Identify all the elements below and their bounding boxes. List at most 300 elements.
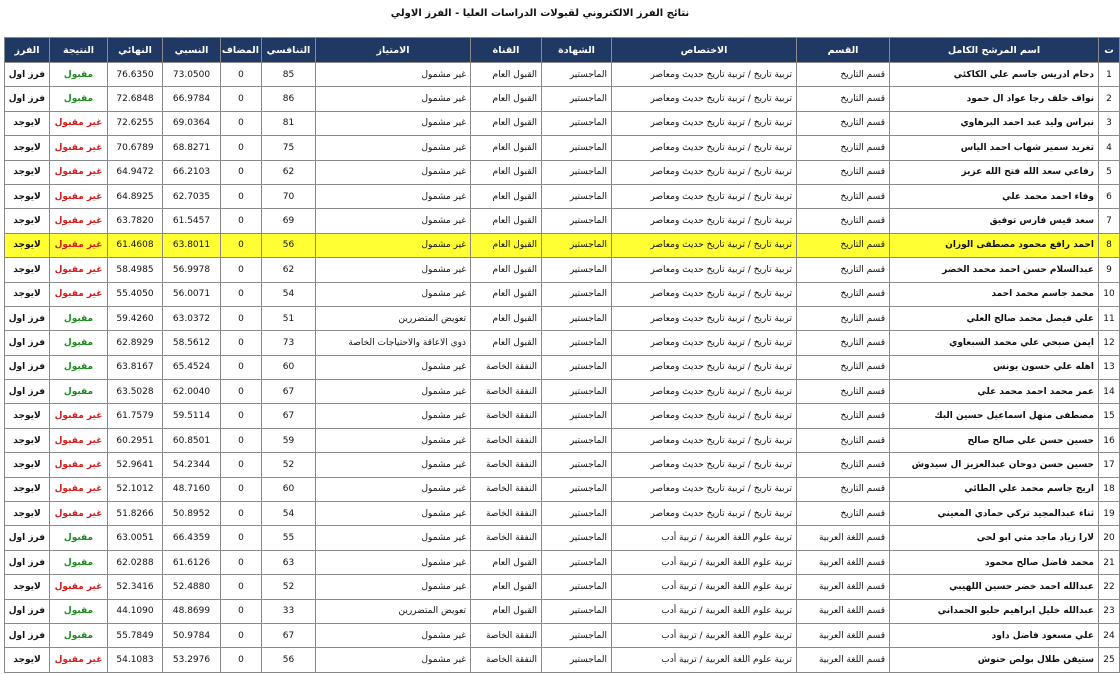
- cell-comp: 60: [262, 355, 316, 379]
- cell-priv: غير مشمول: [316, 453, 471, 477]
- cell-final: 59.4260: [108, 306, 163, 330]
- cell-cert: الماجستير: [542, 282, 612, 306]
- cell-dept: قسم التاريخ: [797, 111, 890, 135]
- cell-final: 64.8925: [108, 184, 163, 208]
- cell-final: 52.9641: [108, 453, 163, 477]
- cell-added: 0: [221, 87, 262, 111]
- table-row: [5, 355, 1120, 379]
- table-row: [5, 63, 1120, 87]
- cell-chan: القبول العام: [471, 575, 542, 599]
- cell-dept: قسم اللغة العربية: [797, 550, 890, 574]
- cell-num: 24: [1099, 623, 1120, 647]
- cell-group: لايوجد: [5, 160, 50, 184]
- cell-cert: الماجستير: [542, 209, 612, 233]
- cell-dept: قسم التاريخ: [797, 160, 890, 184]
- cell-name: حسين حسن دوحان عبدالعزيز ال سيدوش: [890, 453, 1099, 477]
- header-priv: الامتياز: [316, 38, 471, 63]
- cell-num: 7: [1099, 209, 1120, 233]
- cell-cert: الماجستير: [542, 63, 612, 87]
- cell-comp: 51: [262, 306, 316, 330]
- cell-chan: النفقة الخاصة: [471, 648, 542, 672]
- cell-spec: تربية تاريخ / تربية تاريخ حديث ومعاصر: [612, 258, 797, 282]
- cell-added: 0: [221, 526, 262, 550]
- cell-dept: قسم التاريخ: [797, 306, 890, 330]
- table-row: [5, 648, 1120, 672]
- cell-dept: قسم التاريخ: [797, 355, 890, 379]
- cell-result: غير مقبول: [50, 209, 108, 233]
- cell-result: مقبول: [50, 623, 108, 647]
- header-num: ت: [1099, 38, 1120, 63]
- header-ratio: النسبي: [163, 38, 221, 63]
- cell-name: لارا زياد ماجد متي ابو لحي: [890, 526, 1099, 550]
- cell-comp: 67: [262, 404, 316, 428]
- cell-result: مقبول: [50, 87, 108, 111]
- header-cert: الشهادة: [542, 38, 612, 63]
- cell-added: 0: [221, 599, 262, 623]
- cell-cert: الماجستير: [542, 306, 612, 330]
- cell-name: عبدالسلام حسن احمد محمد الخضر: [890, 258, 1099, 282]
- cell-num: 14: [1099, 380, 1120, 404]
- cell-dept: قسم التاريخ: [797, 184, 890, 208]
- cell-final: 76.6350: [108, 63, 163, 87]
- cell-spec: تربية علوم اللغة العربية / تربية أدب: [612, 575, 797, 599]
- cell-priv: غير مشمول: [316, 184, 471, 208]
- cell-comp: 59: [262, 428, 316, 452]
- table-row: [5, 184, 1120, 208]
- cell-chan: النفقة الخاصة: [471, 623, 542, 647]
- cell-comp: 52: [262, 453, 316, 477]
- table-row: [5, 477, 1120, 501]
- cell-spec: تربية علوم اللغة العربية / تربية أدب: [612, 623, 797, 647]
- cell-priv: غير مشمول: [316, 623, 471, 647]
- cell-cert: الماجستير: [542, 477, 612, 501]
- cell-dept: قسم التاريخ: [797, 477, 890, 501]
- cell-dept: قسم التاريخ: [797, 428, 890, 452]
- cell-priv: غير مشمول: [316, 209, 471, 233]
- cell-chan: القبول العام: [471, 233, 542, 257]
- cell-ratio: 68.8271: [163, 136, 221, 160]
- cell-result: مقبول: [50, 550, 108, 574]
- table-row: [5, 282, 1120, 306]
- cell-ratio: 61.6126: [163, 550, 221, 574]
- cell-final: 61.7579: [108, 404, 163, 428]
- cell-num: 23: [1099, 599, 1120, 623]
- cell-name: احمد رافع محمود مصطفى الوزان: [890, 233, 1099, 257]
- cell-chan: النفقة الخاصة: [471, 502, 542, 526]
- cell-group: لايوجد: [5, 477, 50, 501]
- cell-spec: تربية تاريخ / تربية تاريخ حديث ومعاصر: [612, 355, 797, 379]
- cell-group: لايوجد: [5, 184, 50, 208]
- cell-ratio: 65.4524: [163, 355, 221, 379]
- cell-dept: قسم التاريخ: [797, 87, 890, 111]
- cell-group: لايوجد: [5, 428, 50, 452]
- cell-chan: النفقة الخاصة: [471, 453, 542, 477]
- cell-group: لايوجد: [5, 258, 50, 282]
- cell-priv: غير مشمول: [316, 233, 471, 257]
- cell-chan: النفقة الخاصة: [471, 380, 542, 404]
- cell-priv: ذوي الاعاقة والاحتياجات الخاصة: [316, 331, 471, 355]
- cell-added: 0: [221, 648, 262, 672]
- cell-result: مقبول: [50, 306, 108, 330]
- cell-final: 55.7849: [108, 623, 163, 647]
- cell-comp: 63: [262, 550, 316, 574]
- cell-spec: تربية علوم اللغة العربية / تربية أدب: [612, 526, 797, 550]
- cell-comp: 75: [262, 136, 316, 160]
- cell-result: غير مقبول: [50, 233, 108, 257]
- cell-name: محمد فاضل صالح محمود: [890, 550, 1099, 574]
- header-chan: القناة: [471, 38, 542, 63]
- cell-added: 0: [221, 258, 262, 282]
- cell-num: 11: [1099, 306, 1120, 330]
- cell-name: نواف خلف رجا عواد ال حمود: [890, 87, 1099, 111]
- cell-added: 0: [221, 63, 262, 87]
- table-row: [5, 258, 1120, 282]
- cell-dept: قسم اللغة العربية: [797, 599, 890, 623]
- table-row: [5, 526, 1120, 550]
- cell-final: 44.1090: [108, 599, 163, 623]
- cell-cert: الماجستير: [542, 87, 612, 111]
- cell-result: غير مقبول: [50, 648, 108, 672]
- cell-result: غير مقبول: [50, 575, 108, 599]
- cell-chan: القبول العام: [471, 306, 542, 330]
- cell-num: 13: [1099, 355, 1120, 379]
- cell-comp: 62: [262, 258, 316, 282]
- cell-name: تغريد سمير شهاب احمد الياس: [890, 136, 1099, 160]
- cell-comp: 67: [262, 623, 316, 647]
- cell-num: 12: [1099, 331, 1120, 355]
- table-header: [5, 38, 1120, 63]
- cell-result: مقبول: [50, 63, 108, 87]
- cell-cert: الماجستير: [542, 575, 612, 599]
- cell-num: 15: [1099, 404, 1120, 428]
- cell-cert: الماجستير: [542, 111, 612, 135]
- cell-dept: قسم التاريخ: [797, 453, 890, 477]
- cell-dept: قسم التاريخ: [797, 282, 890, 306]
- header-spec: الاختصاص: [612, 38, 797, 63]
- cell-spec: تربية تاريخ / تربية تاريخ حديث ومعاصر: [612, 453, 797, 477]
- cell-cert: الماجستير: [542, 355, 612, 379]
- cell-chan: القبول العام: [471, 550, 542, 574]
- table-row: [5, 87, 1120, 111]
- cell-name: علي فيصل محمد صالح العلي: [890, 306, 1099, 330]
- cell-ratio: 61.5457: [163, 209, 221, 233]
- cell-num: 20: [1099, 526, 1120, 550]
- cell-name: عبدالله احمد خضر حسين اللهيبي: [890, 575, 1099, 599]
- cell-ratio: 59.5114: [163, 404, 221, 428]
- cell-priv: غير مشمول: [316, 550, 471, 574]
- cell-num: 5: [1099, 160, 1120, 184]
- table-row: [5, 428, 1120, 452]
- cell-chan: النفقة الخاصة: [471, 404, 542, 428]
- cell-chan: القبول العام: [471, 87, 542, 111]
- cell-group: فرز اول: [5, 87, 50, 111]
- cell-added: 0: [221, 623, 262, 647]
- cell-chan: القبول العام: [471, 160, 542, 184]
- cell-result: غير مقبول: [50, 453, 108, 477]
- cell-cert: الماجستير: [542, 453, 612, 477]
- cell-final: 72.6255: [108, 111, 163, 135]
- cell-cert: الماجستير: [542, 599, 612, 623]
- header-dept: القسم: [797, 38, 890, 63]
- cell-cert: الماجستير: [542, 502, 612, 526]
- cell-num: 19: [1099, 502, 1120, 526]
- cell-ratio: 53.2976: [163, 648, 221, 672]
- cell-spec: تربية تاريخ / تربية تاريخ حديث ومعاصر: [612, 184, 797, 208]
- cell-chan: النفقة الخاصة: [471, 526, 542, 550]
- cell-result: مقبول: [50, 355, 108, 379]
- cell-group: لايوجد: [5, 209, 50, 233]
- cell-priv: غير مشمول: [316, 526, 471, 550]
- cell-dept: قسم التاريخ: [797, 136, 890, 160]
- cell-num: 6: [1099, 184, 1120, 208]
- cell-final: 63.0051: [108, 526, 163, 550]
- cell-name: محمد جاسم محمد احمد: [890, 282, 1099, 306]
- cell-spec: تربية تاريخ / تربية تاريخ حديث ومعاصر: [612, 306, 797, 330]
- cell-num: 8: [1099, 233, 1120, 257]
- table-row: [5, 331, 1120, 355]
- header-result: النتيجة: [50, 38, 108, 63]
- cell-priv: غير مشمول: [316, 428, 471, 452]
- cell-num: 25: [1099, 648, 1120, 672]
- cell-ratio: 63.8011: [163, 233, 221, 257]
- cell-group: فرز اول: [5, 331, 50, 355]
- cell-num: 1: [1099, 63, 1120, 87]
- cell-priv: غير مشمول: [316, 355, 471, 379]
- cell-spec: تربية تاريخ / تربية تاريخ حديث ومعاصر: [612, 63, 797, 87]
- cell-group: لايوجد: [5, 575, 50, 599]
- cell-final: 60.2951: [108, 428, 163, 452]
- cell-result: مقبول: [50, 331, 108, 355]
- cell-group: فرز اول: [5, 306, 50, 330]
- cell-comp: 52: [262, 575, 316, 599]
- table-row: [5, 380, 1120, 404]
- cell-priv: غير مشمول: [316, 160, 471, 184]
- table-body: [5, 63, 1120, 673]
- cell-priv: غير مشمول: [316, 111, 471, 135]
- cell-comp: 85: [262, 63, 316, 87]
- cell-chan: القبول العام: [471, 63, 542, 87]
- cell-group: لايوجد: [5, 233, 50, 257]
- cell-dept: قسم اللغة العربية: [797, 526, 890, 550]
- table-row: [5, 575, 1120, 599]
- cell-spec: تربية علوم اللغة العربية / تربية أدب: [612, 599, 797, 623]
- cell-added: 0: [221, 575, 262, 599]
- cell-num: 2: [1099, 87, 1120, 111]
- cell-result: غير مقبول: [50, 502, 108, 526]
- cell-name: سعد قيس فارس توفيق: [890, 209, 1099, 233]
- cell-name: عمر محمد احمد محمد علي: [890, 380, 1099, 404]
- cell-ratio: 56.0071: [163, 282, 221, 306]
- cell-result: مقبول: [50, 526, 108, 550]
- cell-added: 0: [221, 160, 262, 184]
- cell-final: 62.0288: [108, 550, 163, 574]
- cell-ratio: 73.0500: [163, 63, 221, 87]
- cell-comp: 56: [262, 233, 316, 257]
- cell-group: فرز اول: [5, 623, 50, 647]
- cell-chan: النفقة الخاصة: [471, 428, 542, 452]
- cell-dept: قسم اللغة العربية: [797, 575, 890, 599]
- cell-result: غير مقبول: [50, 404, 108, 428]
- cell-final: 58.4985: [108, 258, 163, 282]
- table-row: [5, 502, 1120, 526]
- cell-chan: القبول العام: [471, 136, 542, 160]
- cell-ratio: 66.2103: [163, 160, 221, 184]
- cell-ratio: 56.9978: [163, 258, 221, 282]
- cell-group: فرز اول: [5, 526, 50, 550]
- cell-dept: قسم التاريخ: [797, 380, 890, 404]
- cell-cert: الماجستير: [542, 233, 612, 257]
- cell-name: اريج جاسم محمد علي الطائي: [890, 477, 1099, 501]
- cell-num: 17: [1099, 453, 1120, 477]
- cell-spec: تربية تاريخ / تربية تاريخ حديث ومعاصر: [612, 111, 797, 135]
- cell-cert: الماجستير: [542, 648, 612, 672]
- cell-dept: قسم اللغة العربية: [797, 648, 890, 672]
- cell-dept: قسم التاريخ: [797, 209, 890, 233]
- table-row: [5, 453, 1120, 477]
- cell-chan: القبول العام: [471, 184, 542, 208]
- cell-comp: 81: [262, 111, 316, 135]
- cell-spec: تربية تاريخ / تربية تاريخ حديث ومعاصر: [612, 233, 797, 257]
- cell-final: 63.5028: [108, 380, 163, 404]
- cell-comp: 86: [262, 87, 316, 111]
- cell-name: دحام ادريس جاسم علي الكاكئي: [890, 63, 1099, 87]
- cell-chan: النفقة الخاصة: [471, 477, 542, 501]
- cell-added: 0: [221, 453, 262, 477]
- cell-comp: 67: [262, 380, 316, 404]
- cell-priv: غير مشمول: [316, 136, 471, 160]
- cell-result: غير مقبول: [50, 136, 108, 160]
- cell-num: 4: [1099, 136, 1120, 160]
- cell-added: 0: [221, 331, 262, 355]
- cell-comp: 60: [262, 477, 316, 501]
- cell-name: ثناء عبدالمجيد تركي حمادي المعيني: [890, 502, 1099, 526]
- cell-name: عبدالله خليل ابراهيم حليو الحمداني: [890, 599, 1099, 623]
- cell-final: 72.6848: [108, 87, 163, 111]
- cell-cert: الماجستير: [542, 136, 612, 160]
- cell-priv: غير مشمول: [316, 502, 471, 526]
- cell-final: 52.3416: [108, 575, 163, 599]
- cell-added: 0: [221, 428, 262, 452]
- cell-ratio: 54.2344: [163, 453, 221, 477]
- header-name: اسم المرشح الكامل: [890, 38, 1099, 63]
- cell-ratio: 63.0372: [163, 306, 221, 330]
- cell-result: مقبول: [50, 599, 108, 623]
- cell-result: مقبول: [50, 380, 108, 404]
- cell-added: 0: [221, 355, 262, 379]
- cell-num: 9: [1099, 258, 1120, 282]
- cell-dept: قسم التاريخ: [797, 258, 890, 282]
- cell-result: غير مقبول: [50, 477, 108, 501]
- cell-name: اهله علي حسون يونس: [890, 355, 1099, 379]
- cell-priv: غير مشمول: [316, 648, 471, 672]
- cell-cert: الماجستير: [542, 526, 612, 550]
- cell-num: 16: [1099, 428, 1120, 452]
- cell-chan: النفقة الخاصة: [471, 355, 542, 379]
- cell-name: نبراس وليد عبد احمد البرهاوي: [890, 111, 1099, 135]
- cell-added: 0: [221, 502, 262, 526]
- cell-added: 0: [221, 209, 262, 233]
- cell-cert: الماجستير: [542, 623, 612, 647]
- cell-final: 52.1012: [108, 477, 163, 501]
- cell-name: ستيفن طلال بولص حنوش: [890, 648, 1099, 672]
- cell-group: فرز اول: [5, 380, 50, 404]
- cell-cert: الماجستير: [542, 331, 612, 355]
- cell-priv: غير مشمول: [316, 63, 471, 87]
- cell-group: لايوجد: [5, 648, 50, 672]
- cell-final: 64.9472: [108, 160, 163, 184]
- cell-comp: 62: [262, 160, 316, 184]
- cell-cert: الماجستير: [542, 428, 612, 452]
- header-comp: التنافسي: [262, 38, 316, 63]
- page-title: نتائج الفرز الالكتروني لقبولات الدراسات العليا - الفرز الاولي: [390, 8, 690, 19]
- cell-comp: 73: [262, 331, 316, 355]
- cell-spec: تربية تاريخ / تربية تاريخ حديث ومعاصر: [612, 282, 797, 306]
- cell-added: 0: [221, 477, 262, 501]
- table-row: [5, 550, 1120, 574]
- cell-dept: قسم التاريخ: [797, 502, 890, 526]
- cell-group: فرز اول: [5, 63, 50, 87]
- cell-cert: الماجستير: [542, 184, 612, 208]
- cell-final: 51.8266: [108, 502, 163, 526]
- cell-priv: تعويض المتضررين: [316, 306, 471, 330]
- cell-added: 0: [221, 282, 262, 306]
- cell-name: حسين حسن علي صالح صالح: [890, 428, 1099, 452]
- table-row: [5, 233, 1120, 257]
- table-row: [5, 404, 1120, 428]
- table-row: [5, 209, 1120, 233]
- cell-priv: غير مشمول: [316, 282, 471, 306]
- cell-group: لايوجد: [5, 404, 50, 428]
- cell-chan: القبول العام: [471, 209, 542, 233]
- cell-added: 0: [221, 550, 262, 574]
- table-row: [5, 160, 1120, 184]
- cell-ratio: 58.5612: [163, 331, 221, 355]
- cell-num: 3: [1099, 111, 1120, 135]
- cell-priv: غير مشمول: [316, 477, 471, 501]
- cell-group: فرز اول: [5, 355, 50, 379]
- cell-priv: تعويض المتضررين: [316, 599, 471, 623]
- header-row: [5, 38, 1120, 63]
- cell-group: لايوجد: [5, 502, 50, 526]
- cell-added: 0: [221, 380, 262, 404]
- cell-result: غير مقبول: [50, 428, 108, 452]
- header-added: المضاف: [221, 38, 262, 63]
- cell-spec: تربية علوم اللغة العربية / تربية أدب: [612, 648, 797, 672]
- cell-final: 54.1083: [108, 648, 163, 672]
- cell-spec: تربية تاريخ / تربية تاريخ حديث ومعاصر: [612, 209, 797, 233]
- cell-num: 21: [1099, 550, 1120, 574]
- cell-result: غير مقبول: [50, 282, 108, 306]
- cell-added: 0: [221, 184, 262, 208]
- cell-priv: غير مشمول: [316, 575, 471, 599]
- cell-priv: غير مشمول: [316, 380, 471, 404]
- cell-comp: 54: [262, 502, 316, 526]
- cell-num: 18: [1099, 477, 1120, 501]
- cell-cert: الماجستير: [542, 258, 612, 282]
- cell-spec: تربية تاريخ / تربية تاريخ حديث ومعاصر: [612, 87, 797, 111]
- cell-dept: قسم التاريخ: [797, 404, 890, 428]
- cell-name: علي مسعود فاضل داود: [890, 623, 1099, 647]
- cell-comp: 54: [262, 282, 316, 306]
- cell-name: ايمن صبحي علي محمد السبعاوي: [890, 331, 1099, 355]
- cell-chan: القبول العام: [471, 111, 542, 135]
- cell-num: 22: [1099, 575, 1120, 599]
- cell-comp: 55: [262, 526, 316, 550]
- cell-added: 0: [221, 136, 262, 160]
- cell-final: 63.8167: [108, 355, 163, 379]
- cell-cert: الماجستير: [542, 550, 612, 574]
- cell-ratio: 50.8952: [163, 502, 221, 526]
